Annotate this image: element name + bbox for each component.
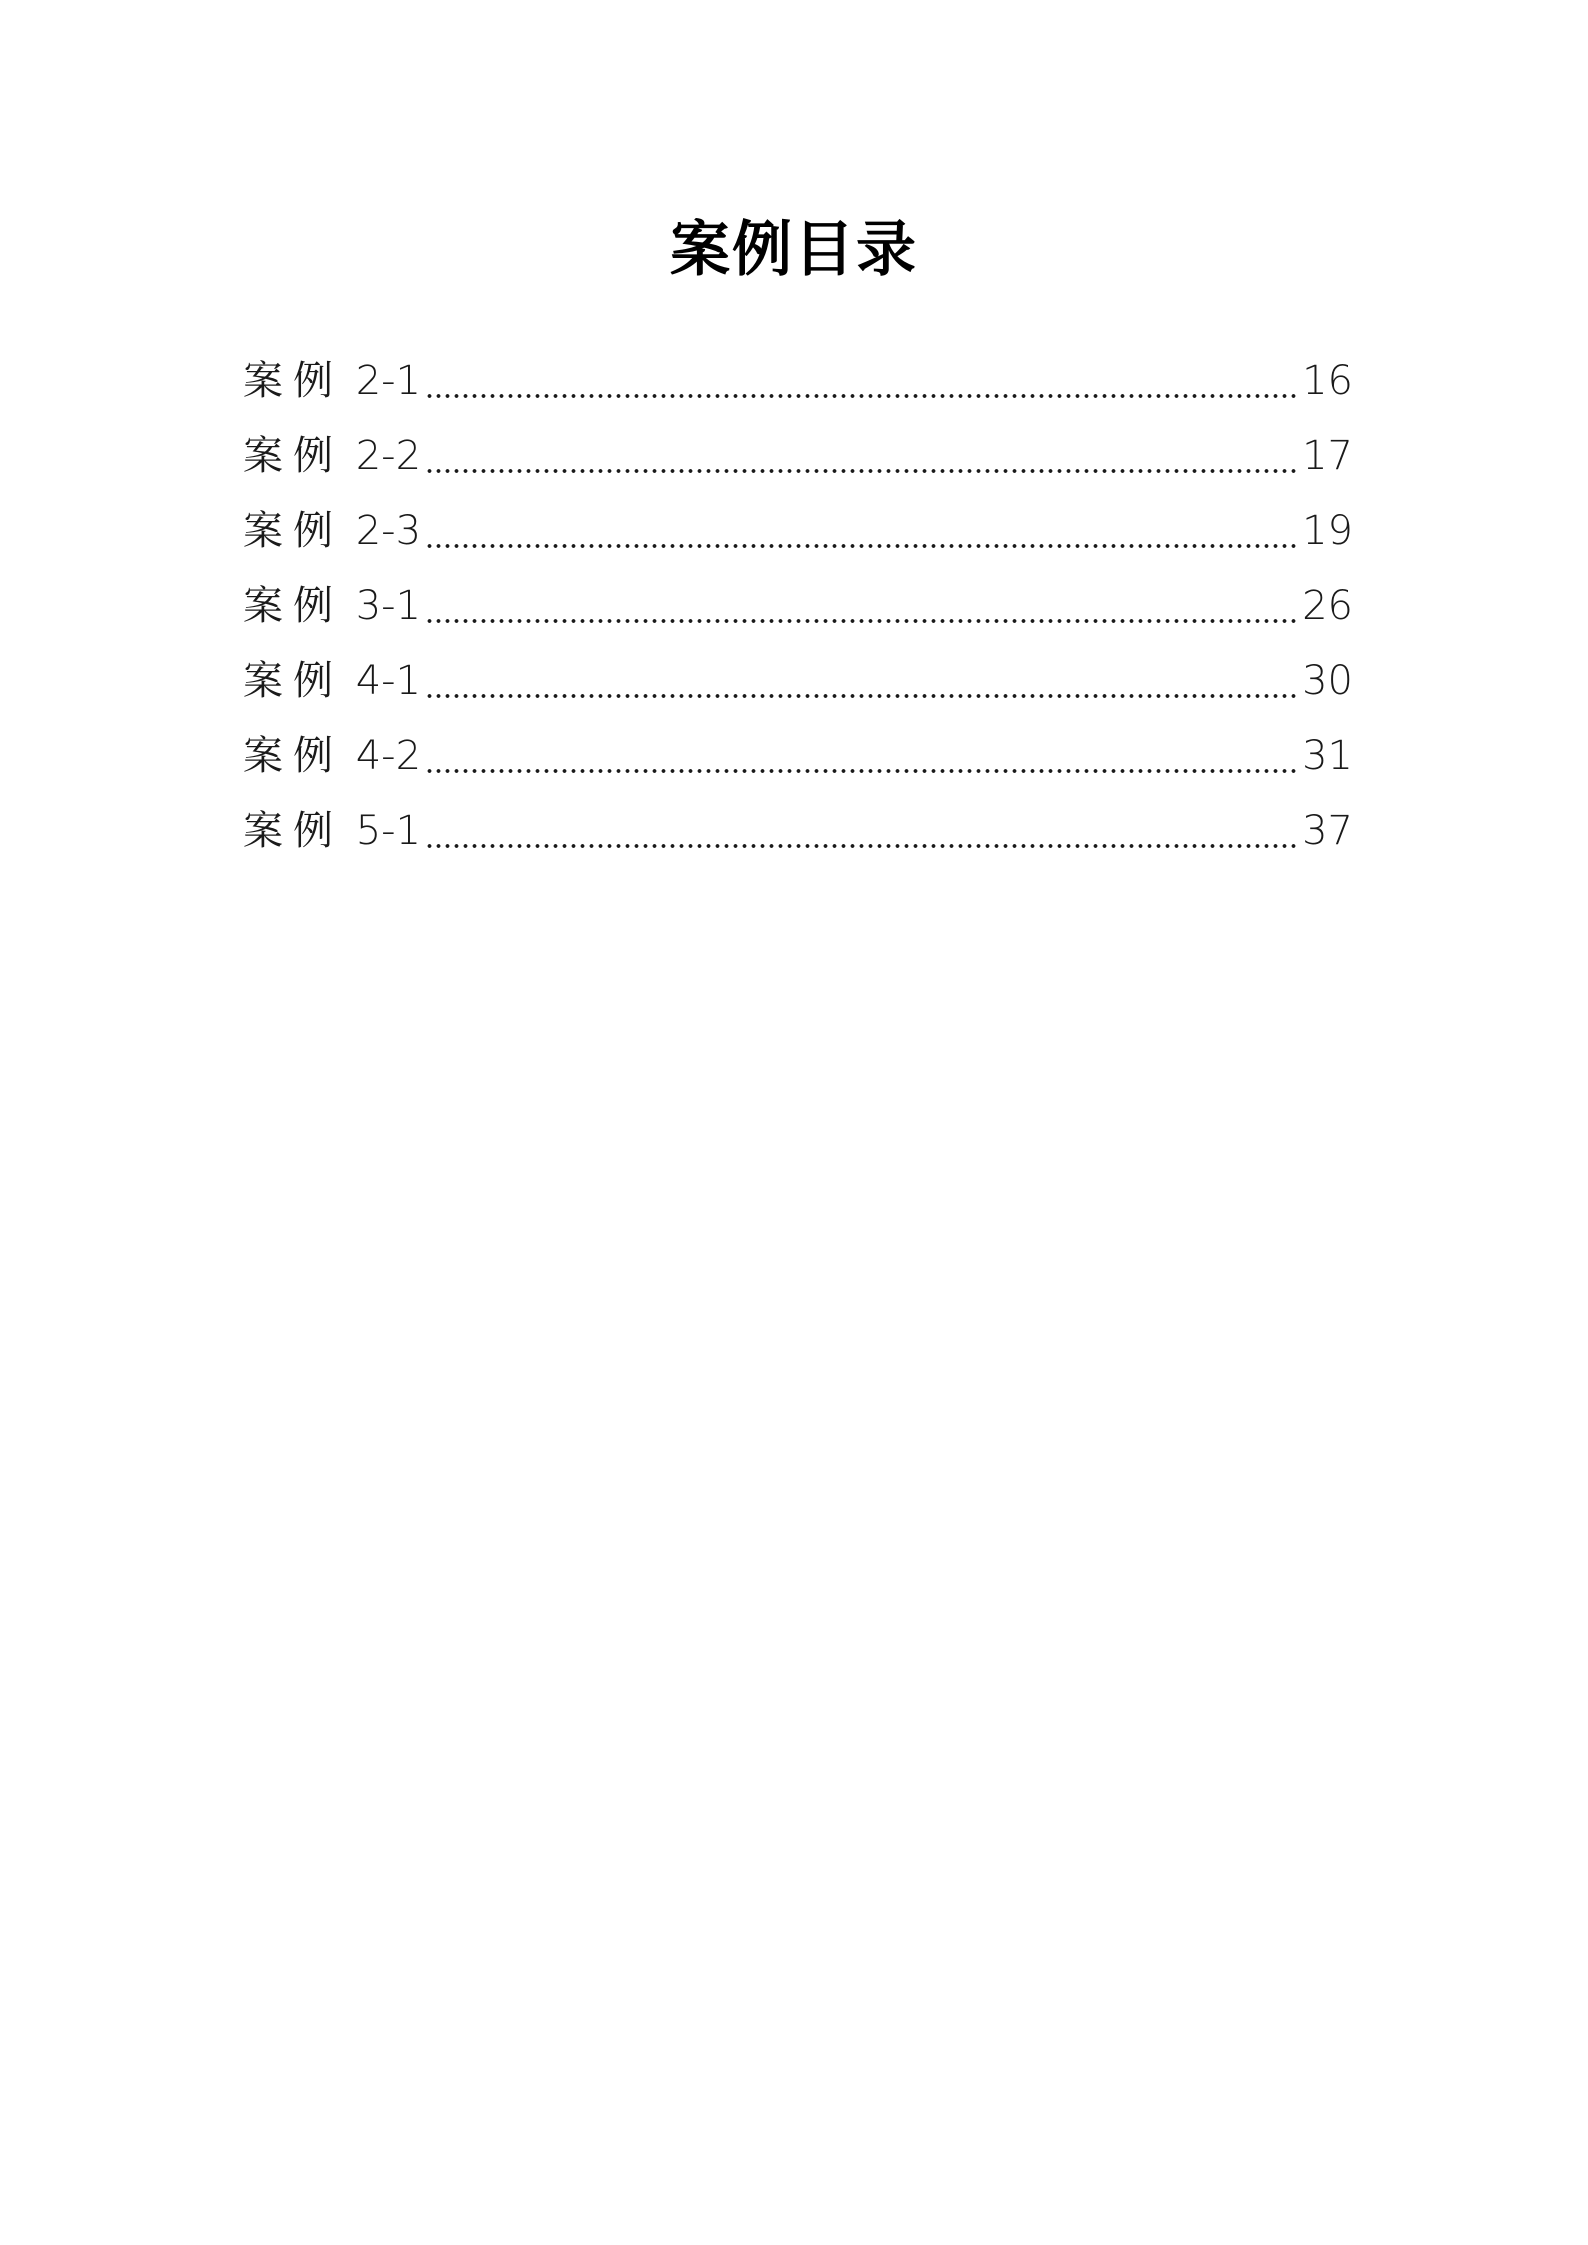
- toc-entry-label: [243, 719, 421, 794]
- toc-entry-prefix: 案例: [243, 433, 343, 479]
- toc-entry-prefix: 案例: [243, 508, 343, 554]
- toc-entry-prefix: 案例: [243, 358, 343, 404]
- toc-entry[interactable]: [243, 344, 1353, 419]
- toc-entry-label: [243, 644, 421, 719]
- toc-entry-label: [243, 794, 421, 869]
- toc-entry-page: 30: [1302, 658, 1353, 704]
- toc-entry-label: [243, 344, 421, 419]
- table-of-contents: [243, 344, 1353, 869]
- toc-entry-page: 16: [1302, 358, 1353, 404]
- toc-entry[interactable]: [243, 644, 1353, 719]
- toc-entry-page: 26: [1302, 583, 1353, 629]
- toc-entry-number: 4-2: [355, 733, 422, 779]
- toc-entry[interactable]: [243, 419, 1353, 494]
- toc-entry-page: 17: [1302, 433, 1353, 479]
- toc-entry[interactable]: [243, 494, 1353, 569]
- toc-entry-number: 5-1: [355, 808, 422, 854]
- toc-entry[interactable]: [243, 794, 1353, 869]
- toc-entry-page: 31: [1302, 733, 1353, 779]
- toc-entry[interactable]: [243, 719, 1353, 794]
- toc-entry-number: 4-1: [355, 658, 422, 704]
- toc-entry-page: 19: [1302, 508, 1353, 554]
- toc-entry-prefix: 案例: [243, 808, 343, 854]
- dot-leader: [425, 693, 1298, 699]
- toc-entry-label: [243, 569, 421, 644]
- toc-entry-number: 2-1: [355, 358, 422, 404]
- toc-entry-number: 2-2: [355, 433, 422, 479]
- dot-leader: [425, 543, 1298, 549]
- dot-leader: [425, 393, 1298, 399]
- toc-entry-number: 3-1: [355, 583, 422, 629]
- toc-entry-number: 2-3: [355, 508, 422, 554]
- dot-leader: [425, 768, 1298, 774]
- toc-entry-label: [243, 419, 421, 494]
- dot-leader: [425, 843, 1298, 849]
- toc-entry-label: [243, 494, 421, 569]
- toc-entry-prefix: 案例: [243, 658, 343, 704]
- toc-entry-prefix: 案例: [243, 733, 343, 779]
- dot-leader: [425, 618, 1298, 624]
- toc-entry-prefix: 案例: [243, 583, 343, 629]
- dot-leader: [425, 468, 1298, 474]
- toc-entry[interactable]: [243, 569, 1353, 644]
- toc-entry-page: 37: [1302, 808, 1353, 854]
- page-title: 案例目录: [670, 215, 918, 285]
